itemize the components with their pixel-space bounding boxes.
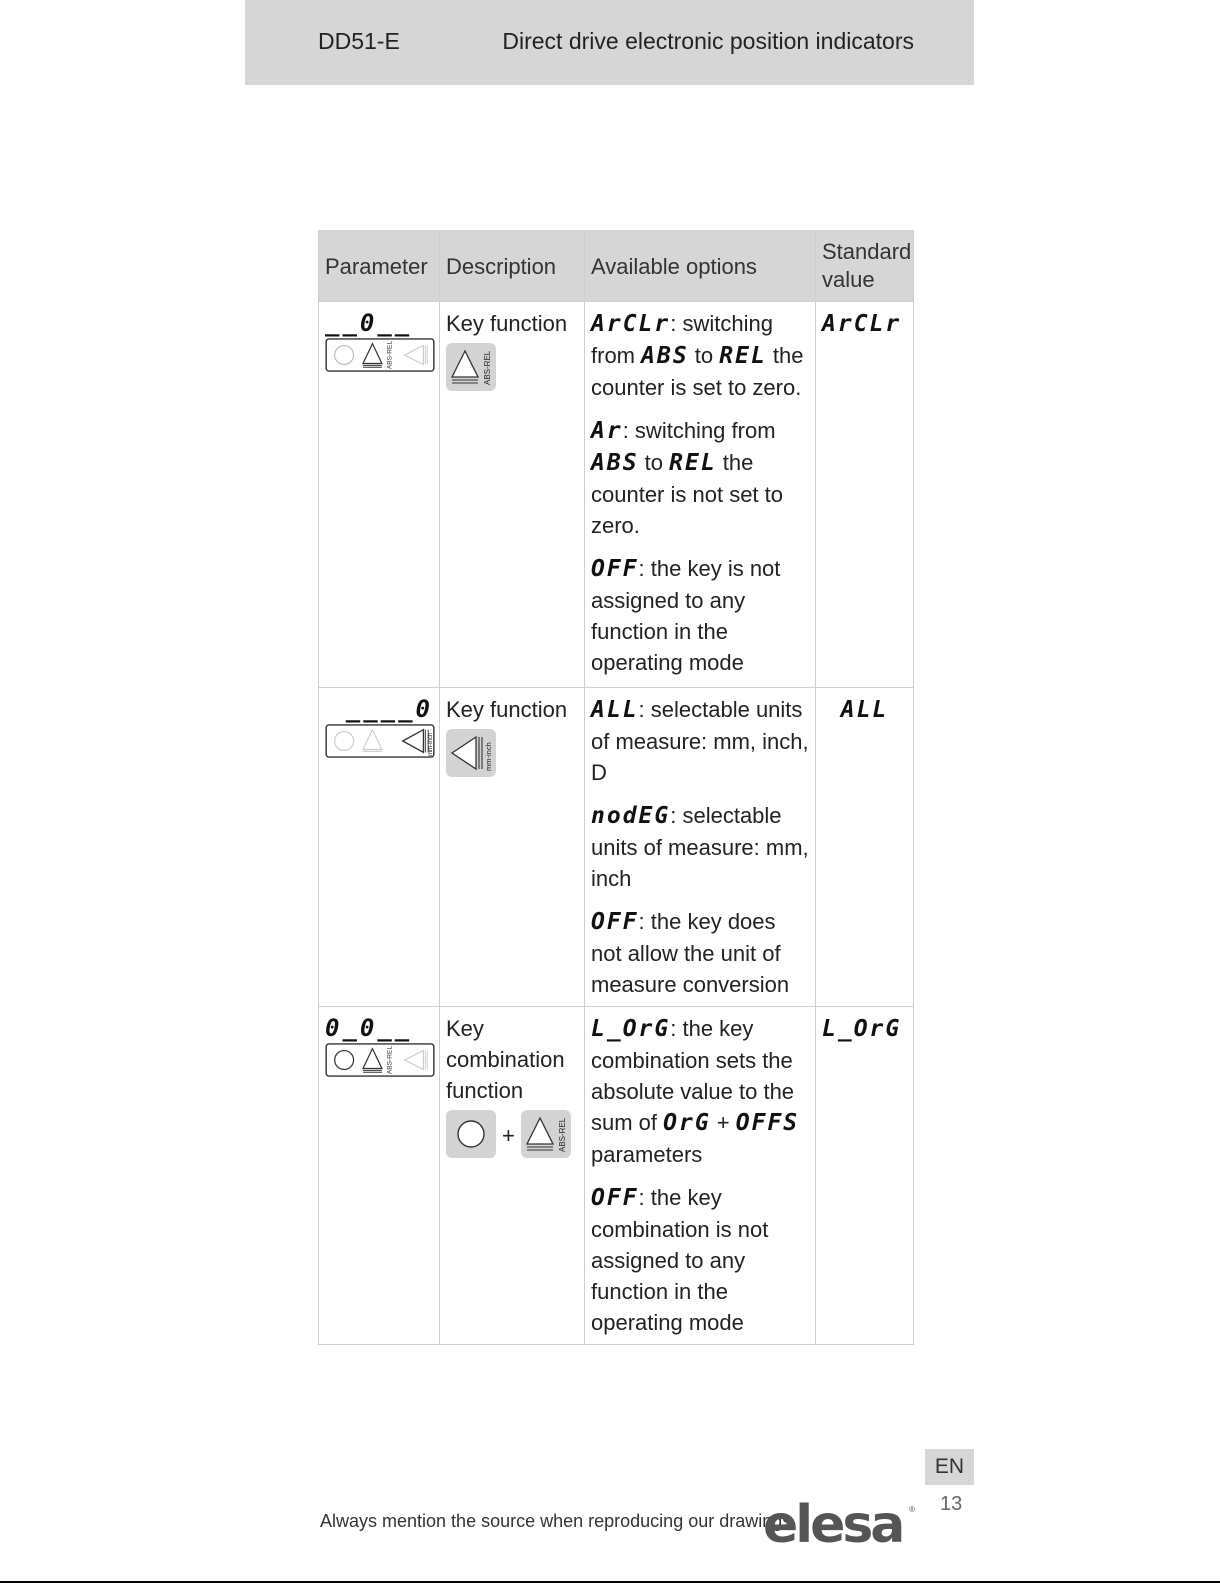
page-number: 13 [940,1493,963,1515]
standard-value: ALL [840,697,889,723]
col-header-standard: Standard value [816,231,914,302]
svg-text:ABS-REL: ABS-REL [386,1045,394,1075]
table-row [319,302,914,688]
standard-value-cell [816,688,914,1007]
option-item: OFF: the key is not assigned to any function in the operating mode [591,556,781,675]
col-header-description: Description [440,231,585,302]
abs-rel-key-icon [521,1110,571,1158]
page-header [245,0,974,85]
keypad-combination-icon [322,1043,438,1077]
options-cell [585,302,816,688]
description-cell [440,688,585,1007]
option-item: OFF: the key combination is not assigned to any function in the operating mode [591,1185,769,1335]
description-text: Key combination function [446,1016,565,1103]
table-row [319,1007,914,1345]
description-cell [440,1007,585,1345]
abs-rel-key-icon [446,343,496,391]
svg-text:ABS-REL: ABS-REL [557,1117,567,1152]
svg-text:®: ® [909,1505,915,1514]
description-text: Key function [446,697,568,722]
parameter-table [318,230,914,1345]
standard-value: L_OrG [822,1016,902,1042]
svg-text:elesa: elesa [763,1500,903,1548]
table-header-row [319,231,914,302]
plus-sign: + [502,1123,515,1148]
circle-key-icon [446,1110,496,1158]
svg-text:ABS-REL: ABS-REL [483,350,492,385]
param-cell [319,1007,440,1345]
options-cell [585,688,816,1007]
key-combination [446,1106,578,1158]
col-header-parameter: Parameter [319,231,440,302]
mm-inch-key-icon [446,729,496,777]
svg-text:mm-inch: mm-inch [484,742,493,771]
param-cell [319,688,440,1007]
option-item: OFF: the key does not allow the unit of measure conversion [591,909,790,997]
col-header-options: Available options [585,231,816,302]
description-cell [440,302,585,688]
option-item: ArCLr: switching from ABS to REL the counter is set to zero. [591,311,804,400]
keypad-abs-rel-icon [322,338,438,372]
option-item: L_OrG: the key combination sets the absolute value to the sum of OrG + OFFS parameters [591,1016,800,1167]
standard-value: ArCLr [822,311,902,337]
param-display-code: ____0 [345,695,433,723]
footer-note: Always mention the source when reproducing our drawings. [320,1511,797,1531]
option-item: Ar: switching from ABS to REL the counter is not set to zero. [591,418,783,538]
param-cell [319,302,440,688]
option-item: ALL: selectable units of measure: mm, inch, D [591,697,809,785]
header-title: Direct drive electronic position indicators [502,28,914,54]
standard-value-cell [816,302,914,688]
standard-value-cell [816,1007,914,1345]
svg-text:ABS-REL: ABS-REL [386,340,394,370]
param-display-code: 0_0__ [325,1014,413,1042]
model-code: DD51-E [318,28,400,54]
options-cell [585,1007,816,1345]
keypad-mm-inch-icon [322,724,438,758]
description-text: Key function [446,311,568,336]
svg-text:mm-inch: mm-inch [426,732,434,757]
language-badge: EN [925,1449,974,1485]
param-display-code: __0__ [325,309,413,337]
elesa-logo [763,1500,923,1548]
table-row [319,688,914,1007]
option-item: nodEG: selectable units of measure: mm, inch [591,803,809,891]
